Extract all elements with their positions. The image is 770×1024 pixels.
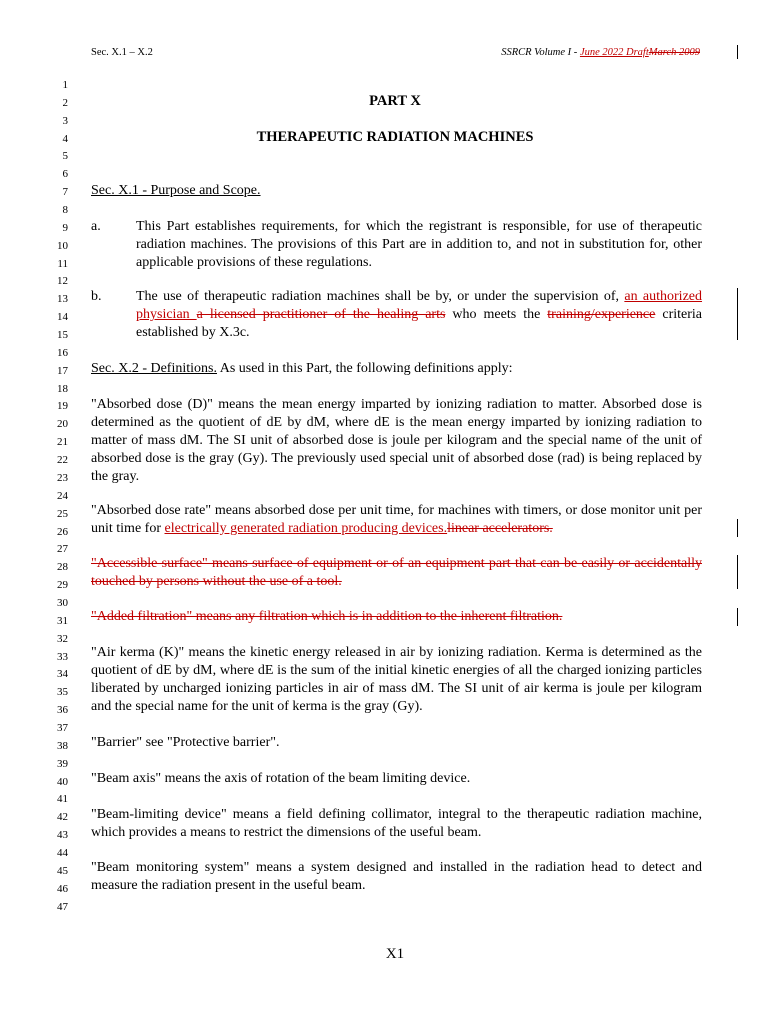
page-number: X1 — [385, 946, 405, 962]
def-absorbed-dose-rate-inserted: electrically generated radiation producing devices. — [164, 521, 448, 536]
def-beam-limiting-device: "Beam-limiting device" means a field defining collimator, integral to the therapeutic radiation machine, which provides a means to restrict the dimensions of the useful beam. — [91, 807, 702, 840]
line-number: 11 — [57, 257, 68, 270]
line-number: 4 — [62, 132, 68, 145]
section-x2-heading — [91, 360, 513, 378]
line-number: 32 — [57, 632, 68, 645]
part-title: PART X — [369, 93, 421, 109]
line-number: 41 — [57, 793, 68, 806]
item-b-text — [136, 288, 702, 342]
def-absorbed-dose-rate-deleted: linear accelerators. — [447, 521, 553, 536]
def-beam-monitoring-system: "Beam monitoring system" means a system designed and installed in the radiation head to detect and measure the radiation present in the useful beam. — [91, 860, 702, 893]
line-number: 23 — [57, 471, 68, 484]
line-number: 17 — [57, 364, 68, 377]
item-b-label: b. — [91, 289, 102, 304]
item-a-text: This Part establishes requirements, for which the registrant is responsible, for use of therapeutic radiation machines. The provisions of this Part are in addition to, and not in substitution for, other applicable provisions of these regulations. — [136, 219, 702, 270]
section-x2-intro: As used in this Part, the following definitions apply: — [216, 361, 513, 376]
line-number: 1 — [62, 79, 68, 91]
line-number: 27 — [57, 543, 68, 556]
line-number: 42 — [57, 811, 68, 824]
header-version-prefix: SSRCR Volume I - — [501, 47, 580, 58]
item-b-text-part2: who meets the — [445, 307, 548, 322]
line-number: 36 — [57, 704, 68, 717]
line-number: 39 — [57, 757, 68, 770]
line-number: 38 — [57, 739, 68, 752]
running-header-section: Sec. X.1 – X.2 — [91, 47, 153, 58]
def-beam-axis: "Beam axis" means the axis of rotation of the beam limiting device. — [91, 771, 471, 786]
line-number: 18 — [57, 382, 68, 395]
line-number: 37 — [57, 721, 68, 734]
line-number: 2 — [62, 96, 68, 109]
line-number: 45 — [57, 864, 68, 877]
line-number: 30 — [57, 596, 68, 609]
header-version-inserted: June 2022 Draft — [579, 47, 649, 58]
line-number: 46 — [57, 882, 68, 895]
item-b-text-part3: criteria established by X.3c. — [136, 307, 702, 340]
def-absorbed-dose-rate — [91, 502, 702, 538]
line-number: 19 — [57, 400, 68, 413]
item-b-text-part1: The use of therapeutic radiation machines shall be by, or under the supervision of, — [136, 289, 625, 304]
main-title: THERAPEUTIC RADIATION MACHINES — [256, 129, 534, 145]
section-x2-title: Sec. X.2 - Definitions. — [91, 361, 217, 376]
line-number: 29 — [57, 579, 68, 592]
line-number: 44 — [57, 846, 68, 859]
line-number: 16 — [57, 346, 68, 359]
def-added-filtration-deleted: "Added filtration" means any filtration which is in addition to the inherent filtration. — [91, 609, 563, 624]
line-number: 26 — [57, 525, 68, 538]
line-number: 43 — [57, 829, 68, 842]
line-number: 14 — [57, 311, 68, 324]
change-bar — [737, 608, 738, 626]
line-number: 13 — [57, 293, 68, 306]
def-accessible-surface-deleted: "Accessible surface" means surface of equipment or of an equipment part that can be easily or accidentally touched by persons without the use of a tool. — [91, 556, 702, 589]
section-x1-heading: Sec. X.1 - Purpose and Scope. — [91, 183, 261, 198]
line-number: 35 — [57, 686, 68, 699]
change-bar — [737, 519, 738, 537]
line-number: 31 — [57, 614, 68, 627]
item-b-deleted: a licensed practitioner of the healing arts — [196, 307, 446, 322]
header-version-deleted: March 2009 — [648, 47, 700, 58]
line-number: 47 — [57, 900, 68, 913]
def-air-kerma: "Air kerma (K)" means the kinetic energy released in air by ionizing radiation. Kerma is determined as the quotient of dE by dM, where dE is the sum of the initial kinetic energies of all the charged ionizing particles liberated by uncharged ionizing particles in air of mass dM. The SI unit of air kerma is joule per kilogram and the special name for the unit of kerma is the gray (Gy). — [91, 645, 702, 714]
line-number: 33 — [57, 650, 68, 663]
line-number: 6 — [62, 168, 68, 181]
line-number: 7 — [62, 186, 68, 199]
line-number: 21 — [57, 436, 68, 449]
line-number: 10 — [57, 239, 68, 252]
line-number: 22 — [57, 454, 68, 467]
def-absorbed-dose: "Absorbed dose (D)" means the mean energy imparted by ionizing radiation to matter. Absorbed dose is determined as the quotient of dE by dM, where dE is the mean energy imparted by ionizing radiation to matter of mass dM. The SI unit of absorbed dose is joule per kilogram and the special name of the unit of absorbed dose is the gray (Gy). The previously used special unit of absorbed dose (rad) is being replaced by the gray. — [91, 397, 702, 484]
change-bar — [737, 45, 738, 59]
line-number: 9 — [62, 221, 68, 234]
change-bar — [737, 555, 738, 589]
line-number: 12 — [57, 275, 68, 288]
line-number: 3 — [62, 114, 68, 127]
running-header-version — [501, 47, 700, 58]
line-number: 25 — [57, 507, 68, 520]
line-number: 28 — [57, 561, 68, 574]
def-barrier: "Barrier" see "Protective barrier". — [91, 735, 280, 750]
item-b-deleted-2: training/experience — [547, 307, 656, 322]
def-absorbed-dose-rate-text: "Absorbed dose rate" means absorbed dose per unit time, for machines with timers, or dose monitor unit per unit time for — [91, 503, 702, 536]
change-bar — [737, 288, 738, 340]
line-number: 20 — [57, 418, 68, 431]
line-number: 15 — [57, 329, 68, 342]
line-number: 34 — [57, 668, 68, 681]
line-number: 40 — [57, 775, 68, 788]
line-number: 8 — [62, 204, 68, 217]
line-number: 5 — [62, 150, 68, 163]
item-a-label: a. — [91, 219, 101, 234]
line-number: 24 — [57, 489, 68, 502]
item-b-inserted: an authorized physician — [136, 289, 703, 322]
